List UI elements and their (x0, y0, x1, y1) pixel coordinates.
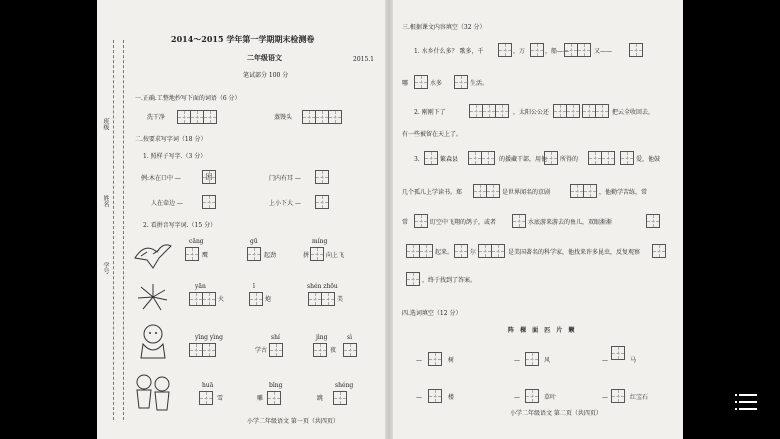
blank-dash: — (514, 394, 520, 401)
answer-grid[interactable] (199, 391, 212, 405)
question-2-heading: 2. 看拼音写字词.（15 分） (143, 222, 217, 229)
word-part: 火 (218, 296, 225, 303)
answer-grid[interactable] (428, 352, 441, 366)
pinyin: yīng yìng (195, 334, 223, 341)
exam-page-two (392, 0, 683, 439)
exam-title: 2014～2015 学年第一学期期末检测卷 (171, 34, 315, 44)
blank-noun: 马 (630, 357, 637, 364)
answer-grid[interactable] (498, 43, 511, 57)
section-one-heading: 一.正确.工整地抄写下面的词语（6 分） (135, 95, 241, 102)
word-part: 拼 (303, 252, 310, 259)
passage-text: ，船—— (545, 48, 570, 55)
section-two-heading: 二.按要求写字词（18 分） (135, 136, 207, 143)
passage-text: ，太阳公公还 (513, 109, 550, 116)
answer-grid[interactable] (269, 343, 282, 357)
passage-text: 3. (414, 156, 420, 163)
answer-grid[interactable] (468, 151, 494, 165)
exam-paper-photo (97, 0, 683, 439)
answer-grid[interactable] (629, 43, 642, 57)
binding-line (113, 40, 114, 420)
binding-line (123, 40, 124, 420)
answer-grid[interactable] (313, 343, 326, 357)
answer-grid[interactable] (544, 151, 557, 165)
pinyin: yān (195, 283, 206, 290)
blank-dash: — (416, 394, 422, 401)
answer-grid[interactable] (315, 195, 328, 209)
exam-date: 2015.1 (353, 56, 374, 63)
blank-dash: — (416, 357, 422, 364)
word-part: 美 (337, 296, 344, 303)
answer-grid[interactable] (428, 389, 441, 403)
answer-grid[interactable] (620, 151, 633, 165)
answer-grid[interactable] (473, 184, 499, 198)
blank-dash: — (514, 357, 520, 364)
passage-text: ，终于找到了答案。 (422, 277, 477, 284)
copy-word-1: 洗干净 (147, 114, 166, 121)
page-one-footer: 小学二年级语文 第一页（共四页） (247, 418, 339, 425)
answer-grid[interactable] (247, 247, 260, 261)
word-part: 跳 (317, 395, 324, 402)
passage-text: 生活。 (470, 80, 489, 87)
kids-playing-illustration (131, 372, 175, 412)
answer-grid[interactable] (588, 151, 614, 165)
compose-item-3: 人在牵边 — (151, 200, 183, 207)
word-part: 起劲 (264, 252, 277, 259)
passage-text: 常 (402, 219, 409, 226)
section-three-heading: 三.根据课文内容填空（32 分） (402, 24, 486, 31)
pinyin: huā (202, 382, 214, 389)
pinyin: gū (250, 238, 258, 245)
pinyin: shén zhōu (307, 283, 338, 290)
passage-text: 繁森县 (440, 156, 459, 163)
answer-grid[interactable] (202, 170, 215, 184)
answer-grid[interactable] (406, 272, 419, 286)
answer-grid[interactable] (414, 75, 427, 89)
pinyin: bīng (269, 382, 283, 389)
answer-grid[interactable] (249, 292, 262, 306)
children-illustration (133, 322, 173, 360)
page-two-footer: 小学二年级语文 第二页（共四页） (510, 410, 602, 417)
answer-grid[interactable] (177, 110, 216, 124)
pinyin: shí (271, 334, 280, 341)
pinyin: cāng (189, 238, 204, 245)
pinyin: jìng (316, 334, 328, 341)
answer-grid[interactable] (646, 214, 659, 228)
answer-grid[interactable] (302, 110, 341, 124)
answer-grid[interactable] (525, 389, 538, 403)
answer-grid[interactable] (611, 389, 624, 403)
passage-text: 盯空中飞翔的鸽子，或者 (430, 219, 497, 226)
answer-grid[interactable] (611, 346, 624, 360)
pinyin: míng (312, 238, 328, 245)
answer-grid[interactable] (525, 352, 538, 366)
menu-list-icon[interactable] (735, 393, 757, 411)
answer-grid[interactable] (202, 195, 215, 209)
answer-grid[interactable] (454, 244, 467, 258)
blank-noun: 风 (544, 357, 551, 364)
passage-text: 是世界闻名的京剧 (502, 189, 551, 196)
pinyin: shéng (335, 382, 354, 389)
pinyin: ī (253, 283, 255, 290)
passage-text: 尔 (470, 249, 477, 256)
example-answer: 困 (202, 170, 216, 184)
answer-grid[interactable] (189, 292, 215, 306)
word-part: 炮 (265, 296, 272, 303)
question-1-heading: 1. 照样子写字.（3 分） (143, 153, 207, 160)
answer-grid[interactable] (310, 247, 323, 261)
compose-item-2: 门内有耳 — (269, 175, 301, 182)
passage-text: ，他勤学苦练，常 (599, 189, 648, 196)
answer-grid[interactable] (454, 75, 467, 89)
answer-grid[interactable] (189, 343, 215, 357)
answer-grid[interactable] (267, 391, 280, 405)
word-part: 夜 (330, 347, 337, 354)
word-bank: 阵 棵 面 匹 片 颗 (508, 327, 577, 334)
answer-grid[interactable] (582, 104, 608, 118)
blank-noun: 红宝石 (630, 394, 649, 401)
answer-grid[interactable] (315, 170, 328, 184)
passage-text: 哪 (402, 80, 409, 87)
blank-dash: — (602, 357, 608, 364)
answer-grid[interactable] (652, 244, 665, 258)
passage-text: 有一些被留在天上了。 (402, 131, 463, 138)
answer-grid[interactable] (333, 391, 346, 405)
exam-page-one (97, 0, 387, 439)
passage-text: 2. 刚刚下了 (414, 109, 446, 116)
pinyin: sì (347, 334, 352, 341)
section-four-heading: 四.选词填空（12 分） (402, 310, 462, 317)
passage-text: 把云全收回去， (612, 109, 655, 116)
word-part: 鹰 (202, 252, 209, 259)
compose-item-1: 例:木在口中 — (141, 175, 181, 182)
blank-noun: 树 (448, 357, 455, 364)
passage-text: 1. 水乡什么多？ 歌多，千 (414, 48, 484, 55)
margin-number-label: 学号 (102, 262, 109, 274)
passage-text: 是美国著名的科学家，他找来许多昆虫，反复观察 (508, 249, 641, 256)
answer-grid[interactable] (553, 104, 579, 118)
blank-noun: 楼 (448, 394, 455, 401)
passage-text: 爱，他鼓 (636, 156, 661, 163)
answer-grid[interactable] (512, 214, 525, 228)
answer-grid[interactable] (564, 43, 590, 57)
answer-grid[interactable] (424, 151, 437, 165)
fireworks-illustration (135, 282, 171, 312)
word-part: 向上飞 (326, 252, 345, 259)
passage-text: 水底游来游去的鱼儿，双眼渐渐 (528, 219, 613, 226)
score-note: 笔试部分 100 分 (243, 72, 289, 79)
blank-dash: — (602, 394, 608, 401)
passage-text: 起来。 (435, 249, 454, 256)
copy-word-2: 蒸馒头 (274, 114, 293, 121)
passage-text: ，万 (513, 48, 526, 55)
exam-subtitle: 二年级语文 (247, 53, 282, 62)
word-part: 学古 (255, 347, 268, 354)
passage-text: 的援藏干部，用他 (499, 156, 548, 163)
compose-item-4: 上小下大 — (269, 200, 301, 207)
passage-text: 水多 (430, 80, 443, 87)
passage-text: 几个孤儿上学读书。郑 (402, 189, 463, 196)
answer-grid[interactable] (478, 244, 504, 258)
word-part: 雪 (217, 395, 224, 402)
answer-grid[interactable] (414, 214, 427, 228)
passage-text: 所得的 (560, 156, 579, 163)
answer-grid[interactable] (530, 43, 543, 57)
answer-grid[interactable] (406, 244, 432, 258)
answer-grid[interactable] (308, 292, 334, 306)
word-part: 雕 (257, 395, 264, 402)
answer-grid[interactable] (570, 184, 596, 198)
blank-noun: 草叶 (544, 394, 557, 401)
passage-text: 又—— (594, 48, 613, 55)
margin-name-label: 姓名 (102, 195, 109, 207)
answer-grid[interactable] (185, 247, 198, 261)
answer-grid[interactable] (343, 343, 356, 357)
margin-class-label: 班级 (102, 118, 109, 130)
eagle-illustration (133, 238, 173, 272)
answer-grid[interactable] (469, 104, 508, 118)
